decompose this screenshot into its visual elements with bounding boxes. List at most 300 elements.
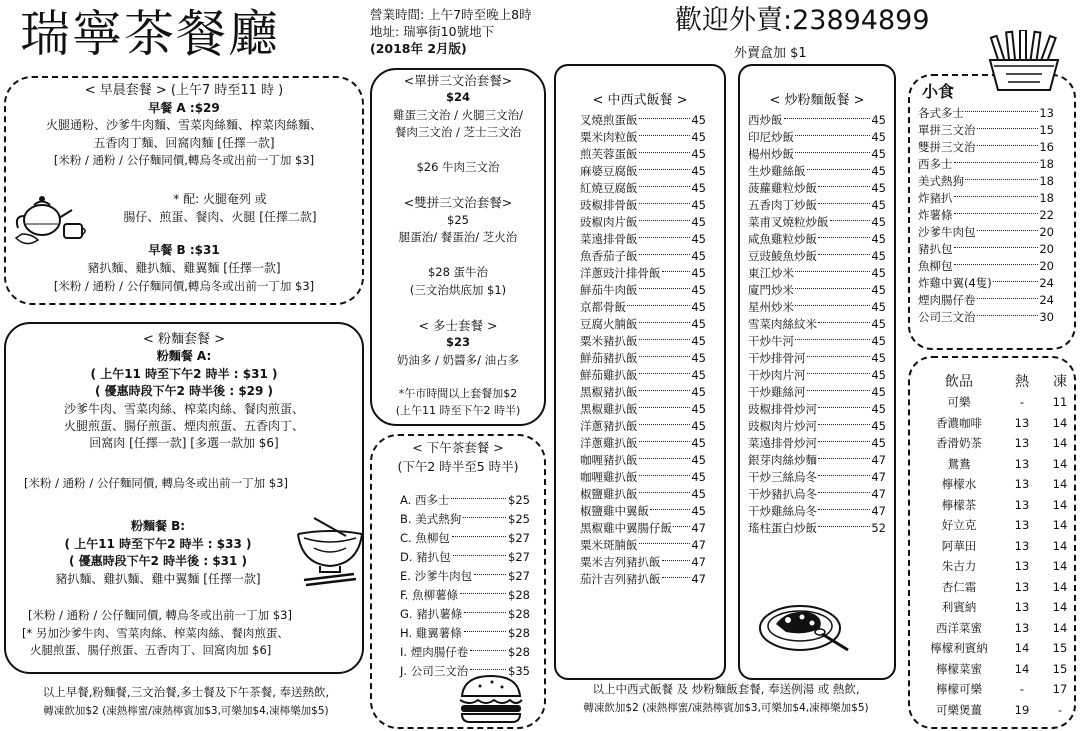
dotted-leader	[470, 669, 506, 670]
fried-item	[748, 520, 886, 537]
rice-item-price: 47	[691, 521, 706, 536]
tea-set-title: < 下午茶套餐 >	[412, 440, 504, 455]
snack-item	[918, 122, 1054, 139]
snack-item-name: 美式熱狗	[918, 174, 964, 189]
tea-item-price: $28	[508, 626, 530, 641]
single-sandwich-line: 雞蛋三文治 / 火腿三文治/	[392, 107, 524, 122]
dotted-leader	[965, 111, 1038, 112]
drink-item-cold-price: 14	[1052, 538, 1068, 553]
dotted-leader	[818, 441, 870, 442]
footer-left-line: 轉凍飲加$2 (凍熱檸蜜/凍熱檸賓加$3,可樂加$4,凍檸樂加$5)	[43, 705, 329, 717]
snack-item-name: 炸雞中翼(4隻)	[918, 276, 992, 291]
dotted-leader	[977, 230, 1039, 231]
dotted-leader	[464, 612, 506, 613]
fried-item-price: 45	[871, 402, 886, 417]
snack-item	[918, 105, 1054, 122]
tea-item-name: F. 魚柳薯條	[400, 588, 459, 603]
dotted-leader	[639, 407, 691, 408]
breakfast-b-line: 豬扒麵、雞扒麵、雞翼麵 [任擇一款]	[87, 261, 281, 275]
fried-item-name: 生炒雞絲飯	[748, 164, 806, 179]
rice-item	[580, 163, 706, 180]
tea-item-name: H. 雞翼薯條	[400, 626, 462, 641]
dotted-leader	[818, 186, 870, 187]
fried-item	[748, 469, 886, 486]
tea-item-name: B. 美式熱狗	[400, 512, 462, 527]
fried-item-name: 楊州炒飯	[748, 147, 794, 162]
drink-item-name: 可樂	[947, 395, 971, 410]
noodle-set-title: < 粉麵套餐 >	[142, 332, 226, 347]
drink-item-cold-price: 14	[1052, 436, 1068, 451]
fried-item-price: 45	[871, 334, 886, 349]
fried-item-name: 干炒牛河	[748, 334, 794, 349]
drink-item	[916, 413, 1078, 434]
tea-item-price: $28	[508, 645, 530, 660]
breakfast-b-section	[8, 241, 360, 295]
dotted-leader	[460, 593, 506, 594]
drink-item	[916, 659, 1078, 680]
fried-item	[748, 435, 886, 452]
breakfast-a-title: 早餐 A :$29	[148, 100, 220, 115]
fried-item	[748, 316, 886, 333]
dotted-leader	[452, 536, 506, 537]
rice-item-name: 黑椒豬扒飯	[580, 385, 638, 400]
dotted-leader	[639, 186, 691, 187]
tea-item	[400, 605, 530, 624]
breakfast-a-line: [米粉 / 通粉 / 公仔麵同價,轉烏冬或出前一丁加 $3]	[53, 153, 315, 167]
fried-item-name: 銀芽肉絲炒麵	[748, 453, 817, 468]
tea-item-name: C. 魚柳包	[400, 531, 450, 546]
dotted-leader	[639, 390, 691, 391]
fried-item-price: 52	[871, 521, 886, 536]
dotted-leader	[807, 169, 871, 170]
rice-item-price: 45	[691, 300, 706, 315]
rice-item	[580, 520, 706, 537]
noodle-a-line: 回窩肉 [任擇一款] [多選一款加 $6]	[89, 436, 279, 451]
drink-item	[916, 618, 1078, 639]
fried-item-price: 45	[871, 232, 886, 247]
snack-item-price: 18	[1039, 191, 1054, 206]
dotted-leader	[954, 162, 1039, 163]
toast-base-note: (三文治烘底加 $1)	[409, 282, 507, 297]
rice-item-name: 叉燒煎蛋飯	[580, 113, 638, 128]
dotted-leader	[662, 560, 691, 561]
snack-item-name: 豬扒包	[918, 242, 953, 257]
dotted-leader	[784, 118, 871, 119]
takeaway-phone: 歡迎外賣:23894899	[675, 5, 930, 36]
rice-item-price: 45	[691, 266, 706, 281]
dotted-leader	[795, 271, 870, 272]
drink-item-name: 利賓納	[941, 600, 977, 615]
snack-item-price: 16	[1039, 140, 1054, 155]
tea-item	[400, 567, 530, 586]
fried-item-price: 45	[871, 164, 886, 179]
tea-item-price: $27	[508, 531, 530, 546]
toast-set-price: $23	[445, 335, 470, 350]
drink-item	[916, 679, 1078, 700]
rice-item	[580, 554, 706, 571]
menu-version: (2018年 2月版)	[370, 41, 467, 56]
snack-item	[918, 258, 1054, 275]
rice-item-price: 45	[691, 402, 706, 417]
drink-item-cold-price: 14	[1052, 415, 1068, 430]
drink-item-cold-price: 14	[1052, 456, 1068, 471]
snack-item	[918, 173, 1054, 190]
snack-item-name: 魚柳包	[918, 259, 953, 274]
drink-item-name: 可樂煲薑	[936, 702, 982, 717]
dotted-leader	[627, 305, 690, 306]
dotted-leader	[977, 298, 1039, 299]
drink-item	[916, 392, 1078, 413]
fried-title: < 炒粉麵飯餐 >	[769, 93, 865, 108]
fried-item-name: 豉椒排骨炒河	[748, 402, 817, 417]
noodle-b-note: [米粉 / 通粉 / 公仔麵同價, 轉烏冬或出前一丁加 $3]	[28, 608, 292, 622]
footer-left-line: 以上早餐,粉麵餐,三文治餐,多士餐及下午茶餐, 奉送熱飲,	[42, 685, 330, 699]
rice-item-price: 45	[691, 487, 706, 502]
drink-item-hot-price: 13	[1014, 456, 1030, 471]
drink-item-name: 鴛鴦	[947, 456, 971, 471]
dotted-leader	[807, 373, 871, 374]
snack-item-name: 煙肉腸仔卷	[918, 293, 976, 308]
snack-item-name: 公司三文治	[918, 310, 976, 325]
fried-item-price: 47	[871, 487, 886, 502]
tea-set-header	[372, 438, 544, 476]
rice-item	[580, 282, 706, 299]
fried-item	[748, 282, 886, 299]
dotted-leader	[795, 288, 870, 289]
dotted-leader	[818, 424, 870, 425]
rice-item-name: 茄汁吉列豬扒飯	[580, 572, 661, 587]
snack-item-price: 13	[1039, 106, 1054, 121]
fried-item-price: 45	[871, 419, 886, 434]
single-sandwich-title: <單拼三文治套餐>	[403, 73, 513, 88]
fried-item	[748, 367, 886, 384]
dotted-leader	[639, 135, 691, 136]
drink-item-name: 檸檬菜蜜	[936, 661, 982, 676]
dotted-leader	[795, 135, 870, 136]
rice-item-price: 45	[691, 164, 706, 179]
rice-item-price: 45	[691, 215, 706, 230]
french-fries-icon	[976, 30, 1072, 92]
drink-item-name: 檸檬利賓納	[930, 641, 988, 656]
rice-item-price: 45	[691, 249, 706, 264]
snack-item-price: 20	[1039, 259, 1054, 274]
tea-item-name: A. 西多士	[400, 493, 450, 508]
noodle-set-b-section	[8, 518, 308, 588]
snack-item-name: 沙爹牛肉包	[918, 225, 976, 240]
dotted-leader	[818, 203, 870, 204]
single-sandwich-line: 餐肉三文治 / 芝士三文治	[394, 124, 522, 139]
snack-item-price: 30	[1039, 310, 1054, 325]
snack-item	[918, 309, 1054, 326]
rice-item	[580, 503, 706, 520]
breakfast-note-line: 腸仔、煎蛋、餐肉、火腿 [任擇二款]	[123, 210, 317, 224]
rice-item	[580, 367, 706, 384]
noodle-b-line: ( 優惠時段下午2 時半後 : $31 )	[68, 554, 248, 568]
rice-item-price: 45	[691, 436, 706, 451]
drink-item	[916, 577, 1078, 598]
fried-item-price: 45	[871, 113, 886, 128]
double-sandwich-title: <雙拼三文治套餐>	[403, 195, 513, 211]
drink-item-name: 香滑奶茶	[936, 436, 982, 451]
dotted-leader	[954, 264, 1039, 265]
fried-item-price: 45	[871, 266, 886, 281]
rice-item	[580, 469, 706, 486]
rice-title: < 中西式飯餐 >	[592, 93, 688, 108]
dotted-leader	[463, 517, 506, 518]
fried-item-price: 45	[871, 351, 886, 366]
drink-item-hot-price: 13	[1014, 415, 1030, 430]
dotted-leader	[639, 339, 691, 340]
fried-item-price: 45	[871, 198, 886, 213]
snack-item-price: 22	[1039, 208, 1054, 223]
fried-item	[748, 350, 886, 367]
drink-item-name: 西洋菜蜜	[936, 620, 982, 635]
drinks-header-hot: 熱	[1015, 373, 1029, 390]
tea-item-name: G. 豬扒薯條	[400, 607, 463, 622]
dotted-leader	[639, 475, 691, 476]
fried-item-name: 瑤柱蛋白炒飯	[748, 521, 817, 536]
toast-set-title: < 多士套餐 >	[418, 317, 498, 333]
dotted-leader	[818, 526, 870, 527]
dotted-leader	[993, 281, 1039, 282]
breakfast-b-line: [米粉 / 通粉 / 公仔麵同價,轉烏冬或出前一丁加 $3]	[53, 279, 315, 293]
rice-list	[580, 112, 706, 588]
dotted-leader	[818, 475, 870, 476]
restaurant-name: 瑞寧茶餐廳	[20, 5, 280, 63]
drinks-list	[916, 392, 1078, 720]
drink-item-cold-price: 17	[1052, 682, 1068, 697]
egg-beef-sandwich: $28 蛋牛治	[427, 265, 489, 280]
drink-item-cold-price: 14	[1052, 477, 1068, 492]
header-info	[370, 6, 532, 57]
drink-item-hot-price: 13	[1014, 600, 1030, 615]
rice-item	[580, 146, 706, 163]
noodle-a-title: 粉麵餐 A:	[156, 349, 212, 364]
drinks-header-cold: 凍	[1053, 373, 1067, 390]
snack-item	[918, 275, 1054, 292]
drink-item-hot-price: 14	[1014, 661, 1030, 676]
fried-item-price: 45	[871, 283, 886, 298]
drink-item-hot-price: 13	[1014, 518, 1030, 533]
dotted-leader	[954, 196, 1039, 197]
fried-item-name: 咸魚雞粒炒飯	[748, 232, 817, 247]
rice-item-name: 豆腐火腩飯	[580, 317, 638, 332]
snack-item	[918, 156, 1054, 173]
fried-item-name: 干炒三絲烏冬	[748, 470, 817, 485]
fried-item	[748, 486, 886, 503]
drink-item-name: 檸檬水	[941, 477, 977, 492]
fried-item-price: 45	[871, 436, 886, 451]
rice-item-name: 鮮茄牛肉飯	[580, 283, 638, 298]
rice-item-name: 鮮茄雞扒飯	[580, 368, 638, 383]
snack-item	[918, 139, 1054, 156]
rice-item	[580, 265, 706, 282]
snack-item-name: 各式多士	[918, 106, 964, 121]
rice-item-price: 45	[691, 181, 706, 196]
dotted-leader	[639, 118, 691, 119]
tea-item	[400, 548, 530, 567]
dotted-leader	[673, 526, 690, 527]
dotted-leader	[795, 152, 870, 153]
noodle-b-note: [* 另加沙爹牛肉、雪菜肉絲、榨菜肉絲、餐肉煎蛋、	[22, 625, 289, 640]
dotted-leader	[639, 373, 691, 374]
drinks-header	[916, 372, 1078, 393]
fried-item-price: 45	[871, 317, 886, 332]
rice-item-price: 45	[691, 470, 706, 485]
drink-item-hot-price: -	[1019, 682, 1025, 697]
rice-item-name: 洋蔥豉汁排骨飯	[580, 266, 661, 281]
lunch-surcharge-note: *午市時間以上套餐加$2	[398, 386, 518, 400]
drink-item-cold-price: -	[1057, 702, 1063, 717]
snacks-list	[918, 105, 1054, 326]
dotted-leader	[662, 271, 691, 272]
rice-item-name: 紅燒豆腐飯	[580, 181, 638, 196]
opening-hours: 營業時間: 上午7時至晚上8時	[370, 7, 532, 22]
snack-item-name: 炸薯條	[918, 208, 953, 223]
rice-item	[580, 316, 706, 333]
snack-item-name: 炸豬扒	[918, 191, 953, 206]
dotted-leader	[965, 179, 1038, 180]
noodle-a-line: 沙爹牛肉、雪菜肉絲、榨菜肉絲、餐肉煎蛋、	[63, 401, 304, 416]
drink-item-hot-price: 13	[1014, 620, 1030, 635]
rice-item-price: 45	[691, 232, 706, 247]
dotted-leader	[818, 322, 870, 323]
rice-item-name: 京都骨飯	[580, 300, 626, 315]
fried-item-name: 干炒豬扒烏冬	[748, 487, 817, 502]
fried-item-name: 菜遠排骨炒河	[748, 436, 817, 451]
dotted-leader	[639, 237, 691, 238]
rice-item-name: 洋蔥雞扒飯	[580, 436, 638, 451]
rice-item	[580, 537, 706, 554]
rice-item-price: 45	[691, 334, 706, 349]
dotted-leader	[639, 152, 691, 153]
tea-set-list	[400, 491, 530, 681]
noodle-a-line: ( 上午11 時至下午2 時半 : $31 )	[90, 366, 278, 381]
fried-item	[748, 197, 886, 214]
dotted-leader	[807, 390, 871, 391]
rice-item-price: 45	[691, 283, 706, 298]
tea-item-price: $25	[508, 493, 530, 508]
snack-item-price: 20	[1039, 225, 1054, 240]
rice-item-name: 椒鹽雞扒飯	[580, 487, 638, 502]
rice-item	[580, 418, 706, 435]
drink-item-name: 朱古力	[941, 559, 977, 574]
drink-item-hot-price: 13	[1014, 579, 1030, 594]
fried-item	[748, 231, 886, 248]
fried-item	[748, 333, 886, 350]
rice-item-name: 鮮茄豬扒飯	[580, 351, 638, 366]
single-sandwich-price: $24	[445, 90, 470, 105]
noodle-set-a-section	[8, 331, 360, 453]
snack-item-name: 西多士	[918, 157, 953, 172]
fried-item	[748, 146, 886, 163]
drink-item-hot-price: 13	[1014, 538, 1030, 553]
breakfast-a-line: 五香肉丁麵、回窩肉麵 [任擇一款]	[93, 135, 275, 150]
breakfast-b-title: 早餐 B :$31	[148, 243, 220, 257]
dotted-leader	[977, 128, 1039, 129]
fried-item-price: 45	[871, 215, 886, 230]
noodle-a-line: 火腿煎蛋、腸仔煎蛋、煙肉煎蛋、五香肉丁、	[63, 419, 304, 434]
rice-item	[580, 180, 706, 197]
rice-item-name: 椒鹽雞中翼飯	[580, 504, 649, 519]
address: 地址: 瑞寧街10號地下	[370, 24, 495, 39]
fried-item-name: 星州炒米	[748, 300, 794, 315]
drink-item-name: 檸檬茶	[941, 497, 977, 512]
drink-item	[916, 515, 1078, 536]
rice-item	[580, 384, 706, 401]
tea-item	[400, 491, 530, 510]
dotted-leader	[818, 509, 870, 510]
drink-item-name: 香濃咖啡	[936, 415, 982, 430]
rice-item	[580, 214, 706, 231]
drink-item-name: 阿華田	[941, 538, 977, 553]
fried-item-name: 豆豉鯪魚炒飯	[748, 249, 817, 264]
rice-item	[580, 112, 706, 129]
fried-item	[748, 248, 886, 265]
dotted-leader	[639, 441, 691, 442]
snack-item-price: 24	[1039, 276, 1054, 291]
snack-item-price: 24	[1039, 293, 1054, 308]
takeaway-box-fee: 外賣盒加 $1	[734, 46, 807, 61]
rice-item-name: 粟米肉粒飯	[580, 130, 638, 145]
rice-item-name: 黑椒雞中翼腸仔飯	[580, 521, 672, 536]
drink-item-cold-price: 14	[1052, 518, 1068, 533]
drink-item-name: 檸檬可樂	[936, 682, 982, 697]
fried-item-price: 47	[871, 470, 886, 485]
rice-item	[580, 231, 706, 248]
fried-item-name: 廈門炒米	[748, 283, 794, 298]
drink-item-hot-price: 13	[1014, 497, 1030, 512]
dotted-leader	[818, 254, 870, 255]
rice-item-price: 45	[691, 130, 706, 145]
tea-item-price: $28	[508, 607, 530, 622]
dotted-leader	[464, 631, 506, 632]
rice-item-name: 菜遠排骨飯	[580, 232, 638, 247]
rice-item-price: 47	[691, 555, 706, 570]
footer-right	[556, 680, 896, 718]
noodle-a-note: [米粉 / 通粉 / 公仔麵同價, 轉烏冬或出前一丁加 $3]	[24, 476, 288, 490]
drink-item-cold-price: 14	[1052, 559, 1068, 574]
drink-item-cold-price: 14	[1052, 497, 1068, 512]
burger-icon	[456, 672, 526, 724]
snack-item-price: 18	[1039, 157, 1054, 172]
drink-item	[916, 495, 1078, 516]
fried-item	[748, 112, 886, 129]
noodle-b-notes	[22, 607, 292, 660]
rice-item-price: 45	[691, 317, 706, 332]
rice-item-price: 45	[691, 351, 706, 366]
fried-item	[748, 163, 886, 180]
dotted-leader	[954, 213, 1039, 214]
tea-item-name: E. 沙爹牛肉包	[400, 569, 473, 584]
fried-item-price: 45	[871, 300, 886, 315]
drinks-header-name: 飲品	[945, 373, 973, 390]
rice-item-name: 咖喱雞扒飯	[580, 470, 638, 485]
tea-item-price: $35	[508, 664, 530, 679]
dotted-leader	[977, 145, 1039, 146]
drink-item-cold-price: 11	[1052, 395, 1068, 410]
fried-item	[748, 401, 886, 418]
tea-item-name: D. 豬扒包	[400, 550, 451, 565]
drink-item-cold-price: 15	[1052, 661, 1068, 676]
snack-item	[918, 292, 1054, 309]
fried-item-price: 47	[871, 504, 886, 519]
dotted-leader	[818, 407, 870, 408]
drink-item-name: 好立克	[941, 518, 977, 533]
snack-item-name: 單拼三文治	[918, 123, 976, 138]
tea-item	[400, 586, 530, 605]
drink-item	[916, 474, 1078, 495]
